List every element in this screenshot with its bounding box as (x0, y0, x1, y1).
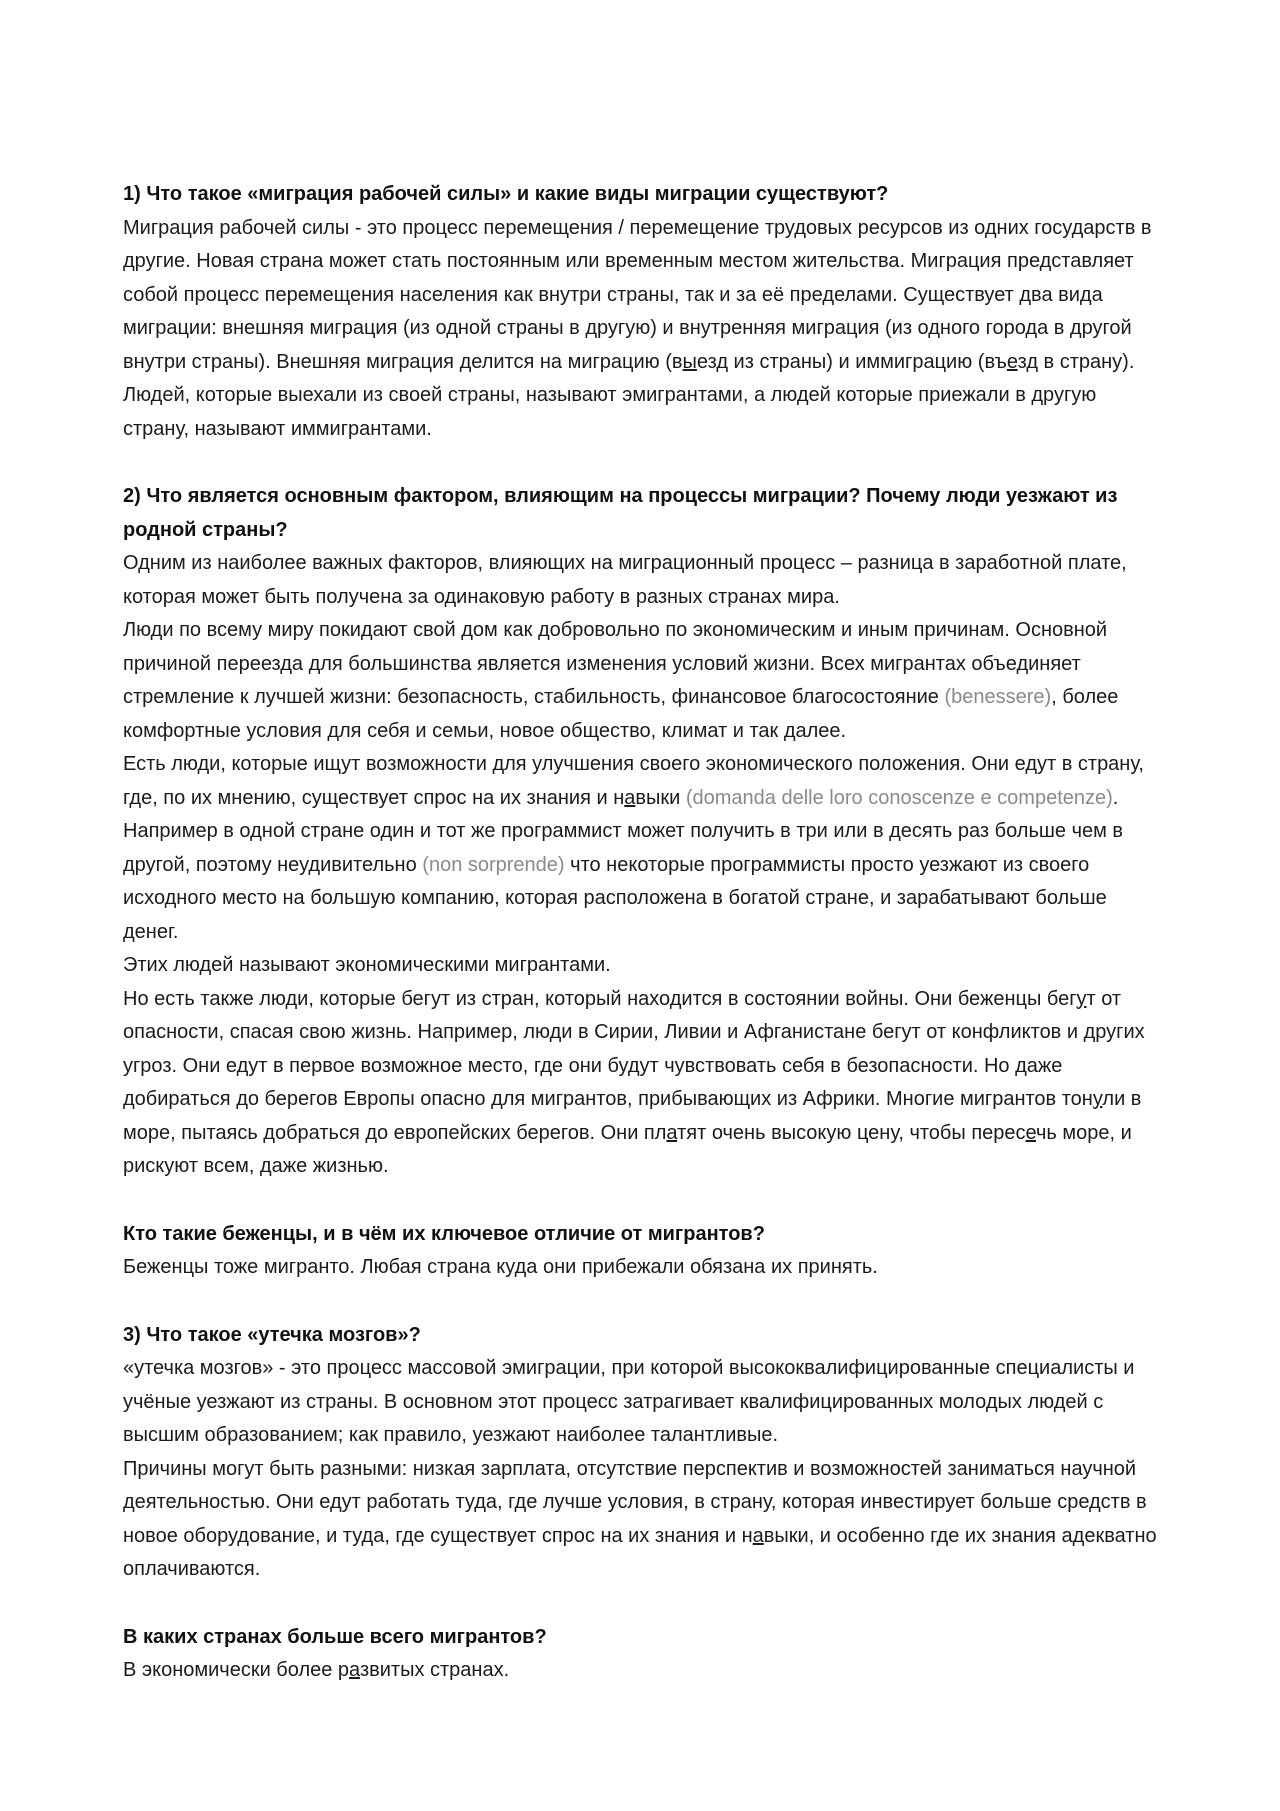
text-run: «утечка мозгов» - это процесс массовой эмиграции, при которой высококвалифицированные специалисты и учёные уезжают из страны. В основном этот процесс затрагивает квалифицированных молодых людей с высшим образованием; как правило, уезжают наиболее талантливые. (123, 1357, 1135, 1446)
stress-mark: ы (682, 350, 697, 373)
text-run: зд в страну). Людей, которые выехали из своей страны, называют эмигрантами, а людей которые приежали в другую страну, называют иммигрантами. (123, 350, 1135, 440)
text-run: , более комфортные условия для себя и семьи, новое общество, климат и так далее. (123, 686, 1119, 742)
answer-paragraph (123, 212, 1162, 447)
text-run: В экономически более р (123, 1659, 350, 1681)
text-run: выки (635, 786, 686, 809)
stress-mark: а (624, 786, 636, 809)
section-4 (123, 1319, 1162, 1587)
text-run: ли в море, пытаясь добраться до европейских берегов. Они пл (123, 1088, 1142, 1144)
text-run: тят очень высокую цену, чтобы перес (677, 1121, 1026, 1144)
stress-mark: у (1076, 987, 1087, 1010)
text-run: Одним из наиболее важных факторов, влияющих на миграционный процесс – разница в заработной плате, которая может быть получена за одинаковую работу в разных странах мира. (123, 552, 1127, 608)
text-run: выки, и особенно где их знания адекватно оплачиваются. (123, 1524, 1157, 1580)
text-run: Этих людей называют экономическими мигрантами. (123, 954, 611, 976)
question-heading: 3) Что такое «утечка мозгов»? (123, 1323, 421, 1346)
stress-mark: а (666, 1121, 678, 1144)
text-run: что некоторые программисты просто уезжают из своего исходного место на большую компанию, которая расположена в богатой стране, и зарабатывают больше денег. (123, 853, 1107, 943)
question-heading: В каких странах больше всего мигрантов? (123, 1625, 547, 1648)
section-3 (123, 1218, 1162, 1285)
stress-mark: у (1092, 1088, 1103, 1110)
text-run: Но есть также люди, которые бегут из стран, который находится в состоянии войны. Они беженцы бег (123, 987, 1077, 1010)
text-run: Люди по всему миру покидают свой дом как добровольно по экономическим и иным причинам. Основной причиной переезда для большинства является изменения условий жизни. Всех мигрантах объединяет стремление к лучшей жизни: безопасность, стабильность, финансовое благосостояние (123, 619, 1108, 708)
question-heading: 2) Что является основным фактором, влияющим на процессы миграции? Почему люди уезжают из родной страны? (123, 485, 1118, 541)
italian-gloss: (non sorprende) (422, 853, 565, 876)
answer-paragraph (123, 1453, 1162, 1587)
section-1 (123, 178, 1162, 446)
stress-mark: а (349, 1659, 360, 1681)
text-run: звитых странах. (359, 1659, 510, 1681)
italian-gloss: (benessere) (944, 686, 1052, 708)
question-heading: 1) Что такое «миграция рабочей силы» и какие виды миграции существуют? (123, 183, 889, 205)
text-run: Миграция рабочей силы - это процесс перемещения / перемещение трудовых ресурсов из одних государств в другие. Новая страна может стать постоянным или временным местом жительства. Миграция представляет собой процесс перемещения населения как внутри страны, так и за её пределами. Существует два вида миграции: внешняя миграция (из одной страны в другую) и внутренняя миграция (из одного города в другой внутри страны). Внешняя миграция делится на миграцию (в (123, 216, 1152, 373)
stress-mark: а (752, 1524, 764, 1547)
answer-paragraph (123, 1251, 1162, 1285)
answer-paragraph (123, 1352, 1162, 1453)
italian-gloss: (domanda delle loro conoscenze e competenze) (685, 786, 1113, 809)
text-run: Причины могут быть разными: низкая зарплата, отсутствие перспектив и возможностей заниматься научной деятельностью. Они едут работать туда, где лучше условия, в страну, которая инвестирует больше средств в новое оборудование, и туда, где существует спрос на их знания и н (123, 1457, 1147, 1547)
answer-paragraph (123, 547, 1162, 614)
answer-paragraph (123, 748, 1162, 949)
answer-paragraph (123, 949, 1162, 983)
text-run: Беженцы тоже мигранто. Любая страна куда они прибежали обязана их принять. (123, 1256, 878, 1278)
stress-mark: е (1025, 1121, 1036, 1144)
section-2 (123, 480, 1162, 1184)
answer-paragraph (123, 983, 1162, 1184)
text-run: чь море, и рискуют всем, даже жизнью. (123, 1121, 1132, 1177)
text-run: Есть люди, которые ищут возможности для улучшения своего экономического положения. Они едут в страну, где, по их мнению, существует спрос на их знания и н (123, 753, 1144, 809)
answer-paragraph (123, 1654, 1162, 1688)
stress-mark: е (1006, 350, 1018, 373)
answer-paragraph (123, 614, 1162, 748)
question-heading: Кто такие беженцы, и в чём их ключевое отличие от мигрантов? (123, 1222, 765, 1245)
text-run: . Например в одной стране один и тот же программист может получить в три или в десять раз больше чем в другой, поэтому неудивительно (123, 786, 1124, 876)
text-run: т от опасности, спасая свою жизнь. Например, люди в Сирии, Ливии и Афганистане бегут от конфликтов и других угроз. Они едут в первое возможное место, где они будут чувствовать себя в безопасности. Но даже добираться до берегов Европы опасно для мигрантов, прибывающих из Африки. Многие мигрантов тон (123, 987, 1145, 1110)
section-5 (123, 1621, 1162, 1688)
text-run: езд из страны) и иммиграцию (въ (696, 350, 1007, 373)
